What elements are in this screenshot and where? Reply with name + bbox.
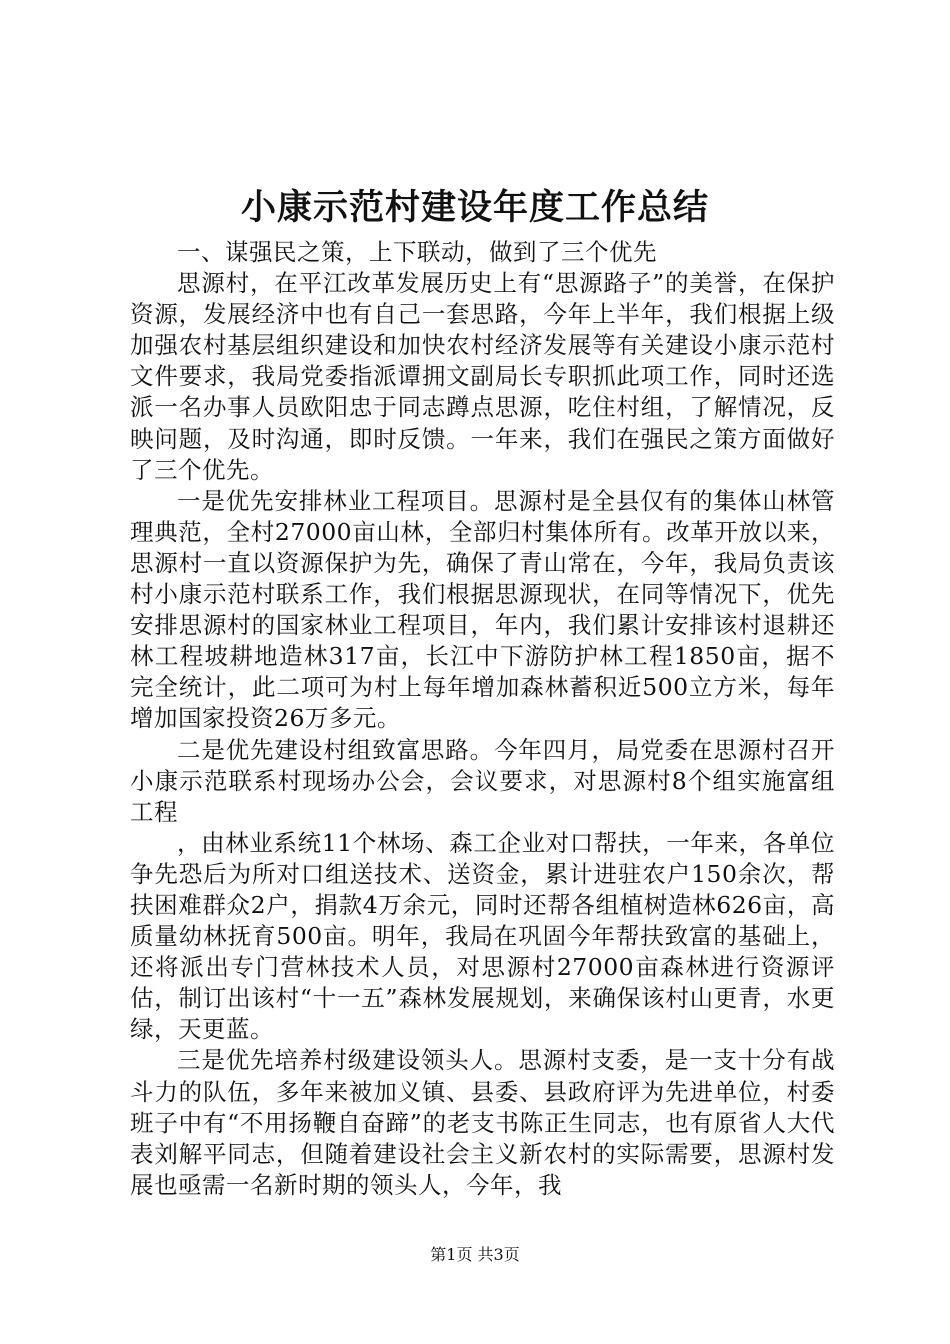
page-footer: 第1页 共3页 bbox=[430, 1245, 520, 1264]
paragraph-second-priority: 二是优先建设村组致富思路。今年四月，局党委在思源村召开小康示范联系村现场办公会，会议要求，对思源村8个组实施富组工程 bbox=[130, 735, 835, 826]
section-heading: 一、谋强民之策，上下联动，做到了三个优先 bbox=[177, 238, 657, 266]
paragraph-intro: 思源村，在平江改革发展历史上有“思源路子”的美誉，在保护资源，发展经济中也有自己一套思路，今年上半年，我们根据上级加强农村基层组织建设和加快农村经济发展等有关建设小康示范村文件要求，我局党委指派谭拥文副局长专职抓此项工作，同时还选派一名办事人员欧阳忠于同志蹲点思源，吃住村组，了解情况，反映问题，及时沟通，即时反馈。一年来，我们在强民之策方面做好了三个优先。 bbox=[130, 269, 835, 484]
document-title: 小康示范村建设年度工作总结 bbox=[240, 187, 709, 228]
paragraph-first-priority: 一是优先安排林业工程项目。思源村是全县仅有的集体山林管理典范，全村27000亩山林，全部归村集体所有。改革开放以来，思源村一直以资源保护为先，确保了青山常在，今年，我局负责该村小康示范村联系工作，我们根据思源现状，在同等情况下，优先安排思源村的国家林业工程项目，年内，我们累计安排该村退耕还林工程坡耕地造林317亩，长江中下游防护林工程1850亩，据不完全统计，此二项可为村上每年增加森林蓄积近500立方米，每年增加国家投资26万多元。 bbox=[130, 486, 835, 733]
paragraph-third-priority: 三是优先培养村级建设领头人。思源村支委，是一支十分有战斗力的队伍，多年来被加义镇、县委、县政府评为先进单位，村委班子中有“不用扬鞭自奋蹄”的老支书陈正生同志，也有原省人大代表刘解平同志，但随着建设社会主义新农村的实际需要，思源村发展也亟需一名新时期的领头人，今年，我 bbox=[130, 1046, 835, 1199]
document-body bbox=[130, 237, 835, 1201]
paragraph-second-priority-cont: ，由林业系统11个林场、森工企业对口帮扶，一年来，各单位争先恐后为所对口组送技术、送资金，累计进驻农户150余次，帮扶困难群众2户，捐款4万余元，同时还帮各组植树造林626亩，高质量幼林抚育500亩。明年，我局在巩固今年帮扶致富的基础上，还将派出专门营林技术人员，对思源村27000亩森林进行资源评估，制订出该村“十一五”森林发展规划，来确保该村山更青，水更绿，天更蓝。 bbox=[130, 828, 835, 1044]
